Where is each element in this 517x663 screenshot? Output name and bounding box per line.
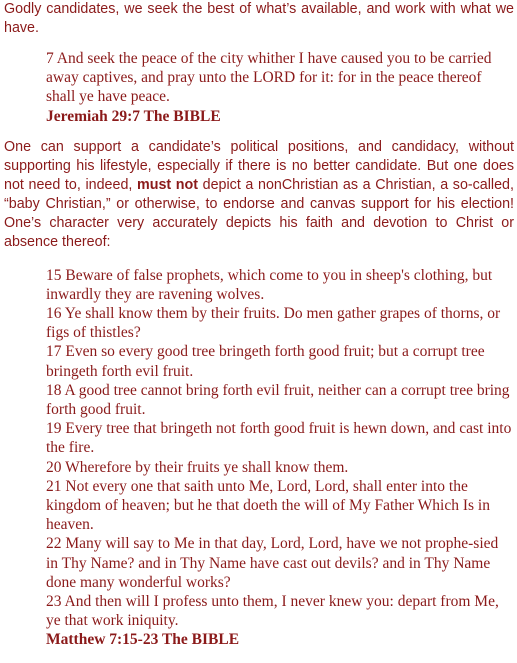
- verse-text: 17 Even so every good tree bringeth forth good fruit; but a corrupt tree bringeth forth evil fruit.: [46, 343, 485, 380]
- verse-text: 16 Ye shall know them by their fruits. Do men gather grapes of thorns, or figs of thistles?: [46, 305, 501, 342]
- verse-text: 22 Many will say to Me in that day, Lord, Lord, have we not prophe-sied in Thy Name? and in Thy Name have cast out devils? and in Thy Name done many wonderful works?: [46, 535, 499, 591]
- verse-text: 18 A good tree cannot bring forth evil fruit, neither can a corrupt tree bring forth good fruit.: [46, 381, 510, 419]
- verse-text: 19 Every tree that bringeth not forth good fruit is hewn down, and cast into the fire.: [46, 420, 512, 457]
- verse-text: 15 Beware of false prophets, which come to you in sheep's clothing, but inwardly they are ravening wolves.: [46, 266, 493, 303]
- verse-text: 23 And then will I profess unto them, I never knew you: depart from Me, ye that work iniquity.: [46, 593, 499, 630]
- scripture-quote-matthew: [46, 266, 514, 650]
- verse-text: 20 Wherefore by their fruits ye shall know them.: [46, 458, 349, 476]
- quote-citation: Matthew 7:15-23 The BIBLE: [46, 631, 240, 649]
- emphasis-text: must not: [137, 176, 199, 193]
- document-page: [4, 0, 514, 649]
- intro-paragraph: Godly candidates, we seek the best of what’s available, and work with what we have.: [4, 1, 514, 36]
- body-text-after-emphasis: depict a nonChristian as a Christian, a so-called, “baby Christian,” or otherwise, to endorse and canvas support for his election! One’s character very accurately depicts his faith and devotion to Christ or absence thereof:: [4, 176, 514, 250]
- body-paragraph: [4, 138, 514, 252]
- verse-text: 7 And seek the peace of the city whither I have caused you to be carried away captives, and pray unto the LORD for it: for in the peace thereof shall ye have peace.: [46, 50, 492, 106]
- body-text-before-emphasis: One can support a candidate’s political positions, and candidacy, without supporting his lifestyle, especially if there is no better candidate. But one does not need to, indeed,: [4, 138, 514, 193]
- verse-text: 21 Not every one that saith unto Me, Lord, Lord, shall enter into the kingdom of heaven; but he that doeth the will of My Father Which Is in heaven.: [46, 477, 490, 534]
- quote-citation: Jeremiah 29:7 The BIBLE: [46, 107, 221, 125]
- scripture-quote-jeremiah: [46, 49, 514, 126]
